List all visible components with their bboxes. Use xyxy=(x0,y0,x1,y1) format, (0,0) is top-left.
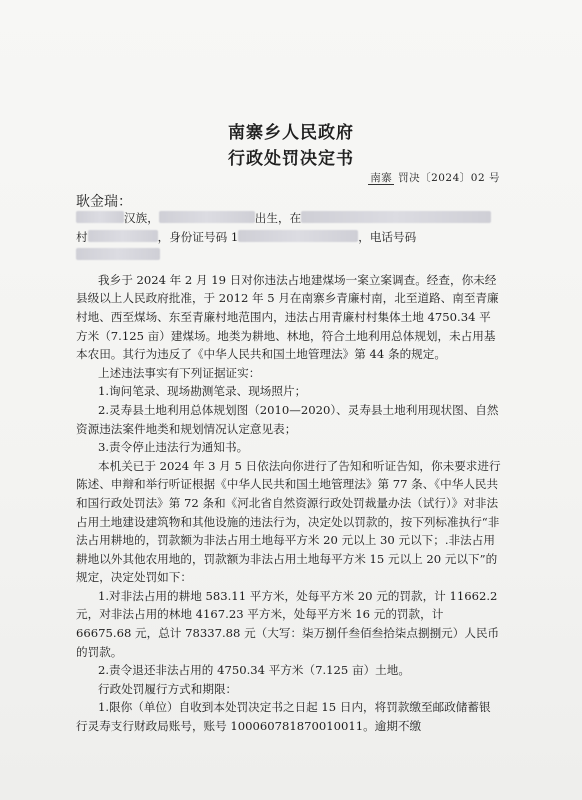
evidence-intro: 上述违法事实有下列证据证实： xyxy=(98,365,261,380)
redacted-block xyxy=(301,211,491,223)
enforcement-intro: 行政处罚履行方式和期限： xyxy=(98,681,238,696)
evidence-item: 2.灵寿县土地利用总体规划图（2010—2020）、灵寿县土地利用现状图、自然资源违法案件地类和规划情况认定意见表； xyxy=(76,402,499,436)
penalty-item: 2.责令退还非法占用的 4750.34 平方米（7.125 亩）土地。 xyxy=(98,663,410,678)
document-number-prefix: 南寨 xyxy=(370,172,393,184)
redacted-block xyxy=(159,211,255,223)
investigation-paragraph: 我乡于 2024 年 2 月 19 日对你违法占地建煤场一案立案调查。经查，你未经县级以上人民政府批准，于 2012 年 5 月在南寨乡青廉村南，北至道路、南至青廉村地、西至煤场、东至青廉村地范围内，违法占用青廉村村集体土地 4750.34 平方米（7.125 亩）建煤场。地类为耕地、林地，符合土地利用总体规划，未占用基本农田。其行为违反了《中华人民共和国土地管理法》第 44 条的规定。 xyxy=(76,272,499,362)
redacted-block xyxy=(76,248,160,260)
issuer-title: 南寨乡人民政府 xyxy=(228,123,354,143)
redacted-block xyxy=(88,230,158,242)
penalty-item: 1.对非法占用的耕地 583.11 平方米，处每平方米 20 元的罚款，计 11662.2 元，对非法占用的林地 4167.23 平方米，处每平方米 16 元的罚款，计 66675.68 元，总计 78337.88 元（大写：柒万捌仟叁佰叁拾柒点捌捌元）人民币的罚款。 xyxy=(76,588,500,659)
evidence-item: 3.责令停止违法行为通知书。 xyxy=(98,440,249,455)
personal-info-line-2: 村 ，身份证号码 1 ，电话号码 xyxy=(76,229,417,244)
enforcement-item: 1.限你（单位）自收到本处罚决定书之日起 15 日内，将罚款缴至邮政储蓄银行灵寿支行财政局账号，账号 100060781870010011。逾期不缴 xyxy=(76,700,491,734)
document-header xyxy=(0,120,582,172)
document-type-title: 行政处罚决定书 xyxy=(228,149,354,169)
personal-info-line-1: 汉族， 出生，在 xyxy=(76,209,501,228)
document-body xyxy=(76,209,501,736)
document-number-suffix: 罚决〔2024〕02 号 xyxy=(394,172,500,184)
decision-paragraph: 本机关已于 2024 年 3 月 5 日依法向你进行了告知和听证告知，你未要求进行陈述、申辩和举行听证根据《中华人民共和国土地管理法》第 77 条、《中华人民共和国行政处罚法》第 72 条和《河北省自然资源行政处罚裁量办法（试行）》对非法占用土地建设建筑物和其他设施的违法行为，决定处以罚款的，按下列标准执行“非法占用耕地的，罚款额为非法占用土地每平方米 20 元以上 30 元以下；.非法占用耕地以外其他农用地的，罚款额为非法占用土地每平方米 15 元以上 20 元以下”的规定，决定处罚如下： xyxy=(76,458,501,585)
redacted-block xyxy=(238,230,358,242)
addressee: 耿金瑞： xyxy=(76,194,132,210)
evidence-item: 1.询问笔录、现场勘测笔录、现场照片； xyxy=(98,384,307,399)
redacted-block xyxy=(76,211,124,223)
personal-info-line-3 xyxy=(76,246,501,265)
document-number xyxy=(368,170,500,185)
